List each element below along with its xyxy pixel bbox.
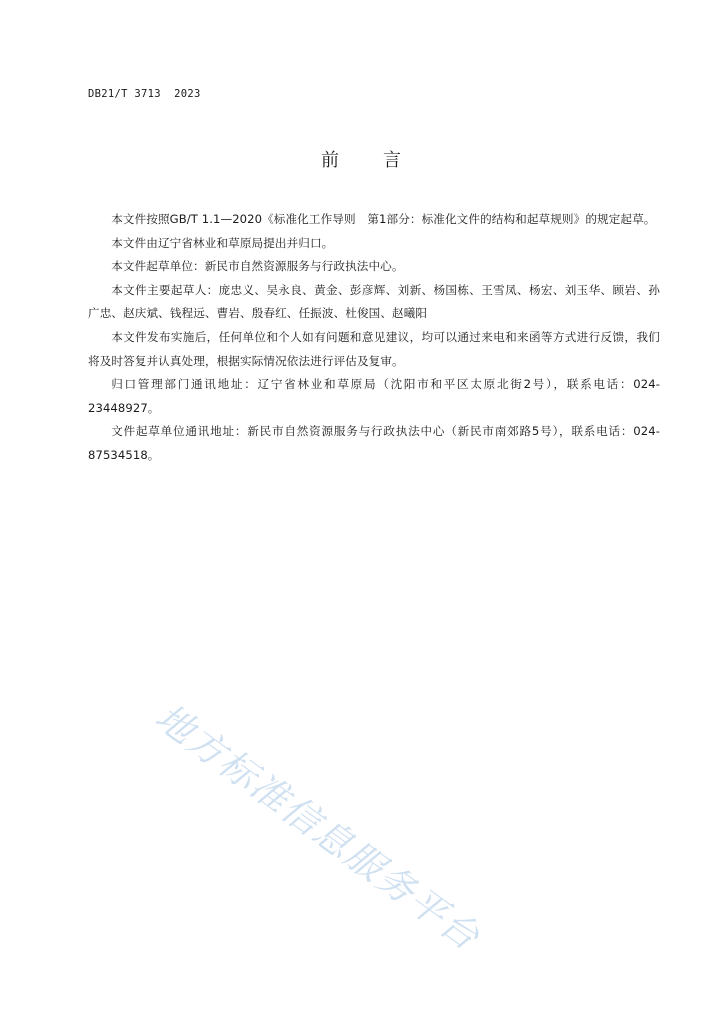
document-code: DB21/T 3713 2023 (88, 88, 201, 100)
section-title (0, 146, 724, 172)
paragraph-feedback: 本文件发布实施后，任何单位和个人如有问题和意见建议，均可以通过来电和来函等方式进行反馈，我们将及时答复并认真处理，根据实际情况依法进行评估及复审。 (88, 329, 660, 368)
foreword-body (88, 208, 660, 468)
paragraph-authority-address: 归口管理部门通讯地址：辽宁省林业和草原局（沈阳市和平区太原北街2号），联系电话：024-23448927。 (88, 377, 660, 415)
paragraph-standard-basis: 本文件按照GB/T 1.1—2020《标准化工作导则 第1部分：标准化文件的结构和起草规则》的规定起草。 (111, 212, 656, 226)
paragraph-drafters: 本文件主要起草人：庞忠义、吴永良、黄金、彭彦辉、刘新、杨国栋、王雪凤、杨宏、刘玉华、顾岩、孙广忠、赵庆斌、钱程远、曹岩、殷春红、任振波、杜俊国、赵曦阳 (88, 282, 660, 321)
watermark: 地方标准信息服务平台 (147, 695, 489, 960)
section-title-part-2: 言 (383, 150, 403, 171)
paragraph-proposer: 本文件由辽宁省林业和草原局提出并归口。 (111, 235, 334, 250)
paragraph-drafting-unit: 本文件起草单位：新民市自然资源服务与行政执法中心。 (111, 259, 404, 274)
section-title-part-1: 前 (321, 150, 341, 171)
paragraph-drafting-unit-address: 文件起草单位通讯地址：新民市自然资源服务与行政执法中心（新民市南郊路5号），联系电话：024-87534518。 (88, 424, 660, 462)
